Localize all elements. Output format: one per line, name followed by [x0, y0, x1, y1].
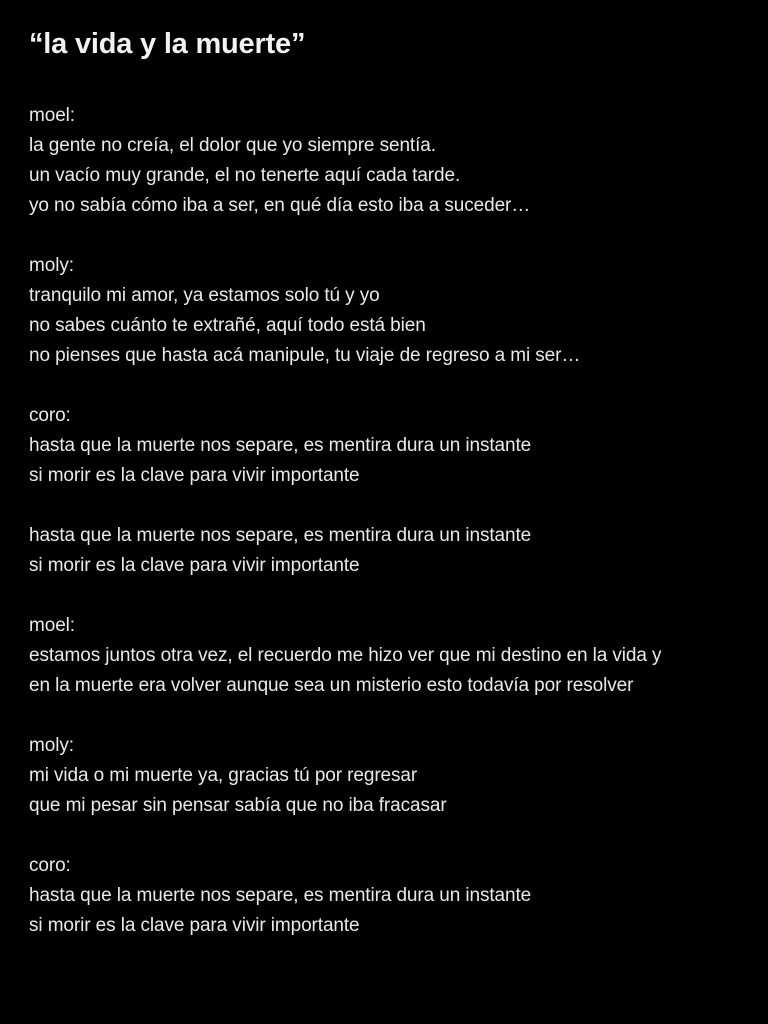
lyric-line: estamos juntos otra vez, el recuerdo me hizo ver que mi destino en la vida y	[29, 645, 662, 666]
speaker-label: moel:	[29, 105, 75, 126]
stanza-6	[29, 731, 768, 821]
lyric-line: no sabes cuánto te extrañé, aquí todo está bien	[29, 315, 426, 336]
lyric-line: en la muerte era volver aunque sea un misterio esto todavía por resolver	[29, 675, 634, 696]
lyric-line: mi vida o mi muerte ya, gracias tú por regresar	[29, 765, 418, 786]
stanza-5	[29, 611, 768, 701]
lyric-line: hasta que la muerte nos separe, es mentira dura un instante	[29, 525, 532, 546]
lyric-line: si morir es la clave para vivir importante	[29, 915, 360, 936]
lyric-line: no pienses que hasta acá manipule, tu viaje de regreso a mi ser…	[29, 345, 581, 366]
speaker-label: moly:	[29, 735, 74, 756]
speaker-label: coro:	[29, 405, 71, 426]
lyric-line: si morir es la clave para vivir importante	[29, 465, 360, 486]
speaker-label: moel:	[29, 615, 75, 636]
lyric-line: tranquilo mi amor, ya estamos solo tú y yo	[29, 285, 380, 306]
stanza-1	[29, 101, 768, 221]
lyric-line: la gente no creía, el dolor que yo siempre sentía.	[29, 135, 436, 156]
speaker-label: moly:	[29, 255, 74, 276]
stanza-4	[29, 521, 768, 581]
lyric-line: un vacío muy grande, el no tenerte aquí cada tarde.	[29, 165, 461, 186]
lyric-line: si morir es la clave para vivir importante	[29, 555, 360, 576]
lyric-line: hasta que la muerte nos separe, es mentira dura un instante	[29, 885, 532, 906]
stanza-3	[29, 401, 768, 491]
speaker-label: coro:	[29, 855, 71, 876]
stanza-7	[29, 851, 768, 941]
stanza-2	[29, 251, 768, 371]
note-title: “la vida y la muerte”	[29, 28, 306, 60]
lyric-line: hasta que la muerte nos separe, es mentira dura un instante	[29, 435, 532, 456]
lyric-line: yo no sabía cómo iba a ser, en qué día esto iba a suceder…	[29, 195, 531, 216]
lyric-line: que mi pesar sin pensar sabía que no iba fracasar	[29, 795, 447, 816]
